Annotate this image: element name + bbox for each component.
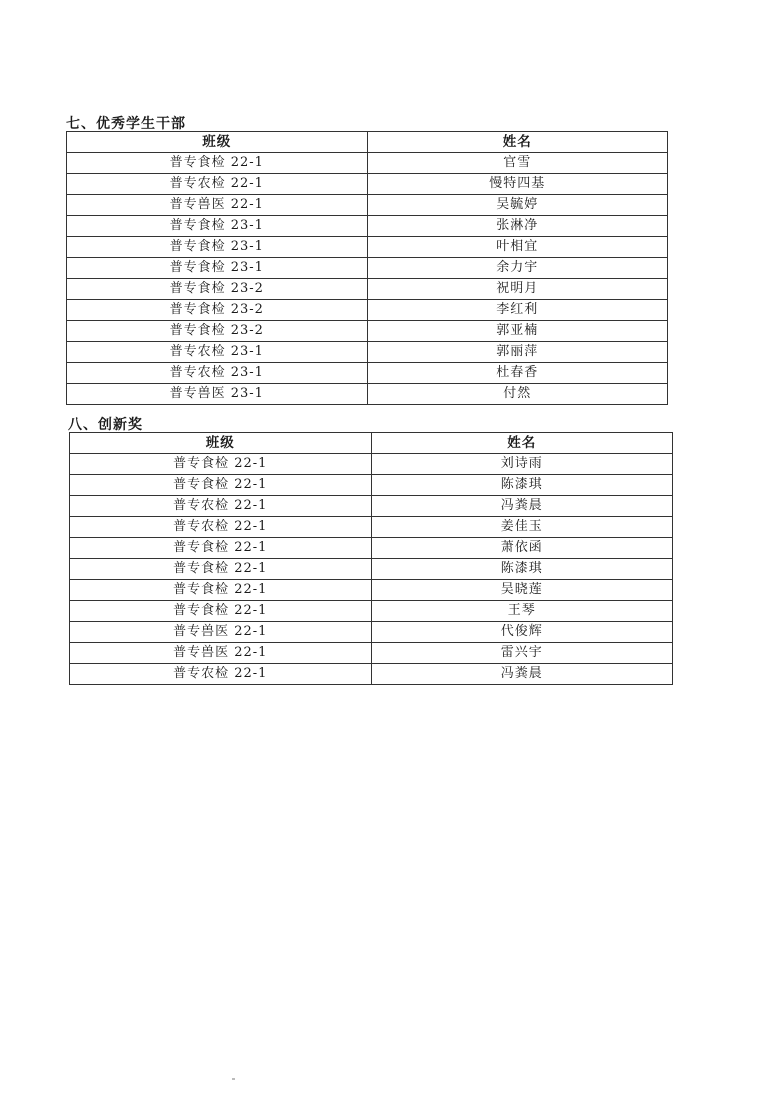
class-cell: 普专农检 23-1	[67, 363, 368, 384]
student-name-cell: 张淋净	[367, 216, 668, 237]
class-cell: 普专兽医 23-1	[67, 384, 368, 405]
class-cell: 普专食检 23-2	[67, 279, 368, 300]
student-name-cell: 郭亚楠	[367, 321, 668, 342]
student-name-cell: 慢特四基	[367, 174, 668, 195]
student-name-cell: 吴晓莲	[371, 580, 673, 601]
table-row	[70, 580, 673, 601]
student-name-cell: 李红利	[367, 300, 668, 321]
student-name-cell: 叶相宜	[367, 237, 668, 258]
student-name-cell: 冯粪晨	[371, 664, 673, 685]
class-cell: 普专食检 22-1	[70, 580, 372, 601]
student-name-cell: 陈漆琪	[371, 475, 673, 496]
table-row	[70, 454, 673, 475]
table-row	[67, 342, 668, 363]
class-cell: 普专农检 22-1	[70, 496, 372, 517]
table-row	[70, 517, 673, 538]
student-name-cell: 刘诗雨	[371, 454, 673, 475]
section-title-innovation-award: 八、创新奖	[68, 417, 143, 433]
table-row	[67, 174, 668, 195]
table-row	[70, 643, 673, 664]
student-name-cell: 官雪	[367, 153, 668, 174]
table-row	[70, 538, 673, 559]
class-cell: 普专食检 23-2	[67, 300, 368, 321]
class-cell: 普专农检 22-1	[70, 664, 372, 685]
column-header-class: 班级	[67, 132, 368, 153]
table-row	[67, 279, 668, 300]
class-cell: 普专食检 22-1	[67, 153, 368, 174]
table-row	[67, 216, 668, 237]
student-name-cell: 冯粪晨	[371, 496, 673, 517]
student-name-cell: 萧依函	[371, 538, 673, 559]
student-name-cell: 陈漆琪	[371, 559, 673, 580]
table-row	[70, 601, 673, 622]
student-name-cell: 雷兴宇	[371, 643, 673, 664]
column-header-name: 姓名	[367, 132, 668, 153]
table-row	[70, 559, 673, 580]
section-title-outstanding-cadres: 七、优秀学生干部	[66, 116, 186, 132]
outstanding-cadres-table	[66, 131, 668, 405]
table-row	[70, 475, 673, 496]
column-header-class: 班级	[70, 433, 372, 454]
scan-speck	[232, 1078, 235, 1080]
class-cell: 普专食检 23-1	[67, 258, 368, 279]
table-row	[67, 300, 668, 321]
student-name-cell: 杜春香	[367, 363, 668, 384]
student-name-cell: 代俊辉	[371, 622, 673, 643]
student-name-cell: 吴毓婷	[367, 195, 668, 216]
table-row	[67, 258, 668, 279]
table-row	[67, 195, 668, 216]
class-cell: 普专兽医 22-1	[70, 643, 372, 664]
class-cell: 普专农检 22-1	[67, 174, 368, 195]
table-header-row	[70, 433, 673, 454]
column-header-name: 姓名	[371, 433, 673, 454]
class-cell: 普专兽医 22-1	[70, 622, 372, 643]
class-cell: 普专农检 23-1	[67, 342, 368, 363]
student-name-cell: 余力宇	[367, 258, 668, 279]
table-row	[67, 237, 668, 258]
table-row	[67, 321, 668, 342]
student-name-cell: 郭丽萍	[367, 342, 668, 363]
class-cell: 普专兽医 22-1	[67, 195, 368, 216]
table-row	[67, 384, 668, 405]
class-cell: 普专食检 23-1	[67, 237, 368, 258]
class-cell: 普专食检 22-1	[70, 538, 372, 559]
student-name-cell: 付然	[367, 384, 668, 405]
class-cell: 普专食检 22-1	[70, 601, 372, 622]
table-header-row	[67, 132, 668, 153]
student-name-cell: 祝明月	[367, 279, 668, 300]
student-name-cell: 姜佳玉	[371, 517, 673, 538]
class-cell: 普专食检 22-1	[70, 559, 372, 580]
class-cell: 普专食检 23-2	[67, 321, 368, 342]
class-cell: 普专食检 22-1	[70, 475, 372, 496]
class-cell: 普专农检 22-1	[70, 517, 372, 538]
class-cell: 普专食检 22-1	[70, 454, 372, 475]
innovation-award-table	[69, 432, 673, 685]
table-row	[67, 153, 668, 174]
table-row	[70, 622, 673, 643]
student-name-cell: 王琴	[371, 601, 673, 622]
table-row	[67, 363, 668, 384]
table-row	[70, 664, 673, 685]
table-row	[70, 496, 673, 517]
class-cell: 普专食检 23-1	[67, 216, 368, 237]
